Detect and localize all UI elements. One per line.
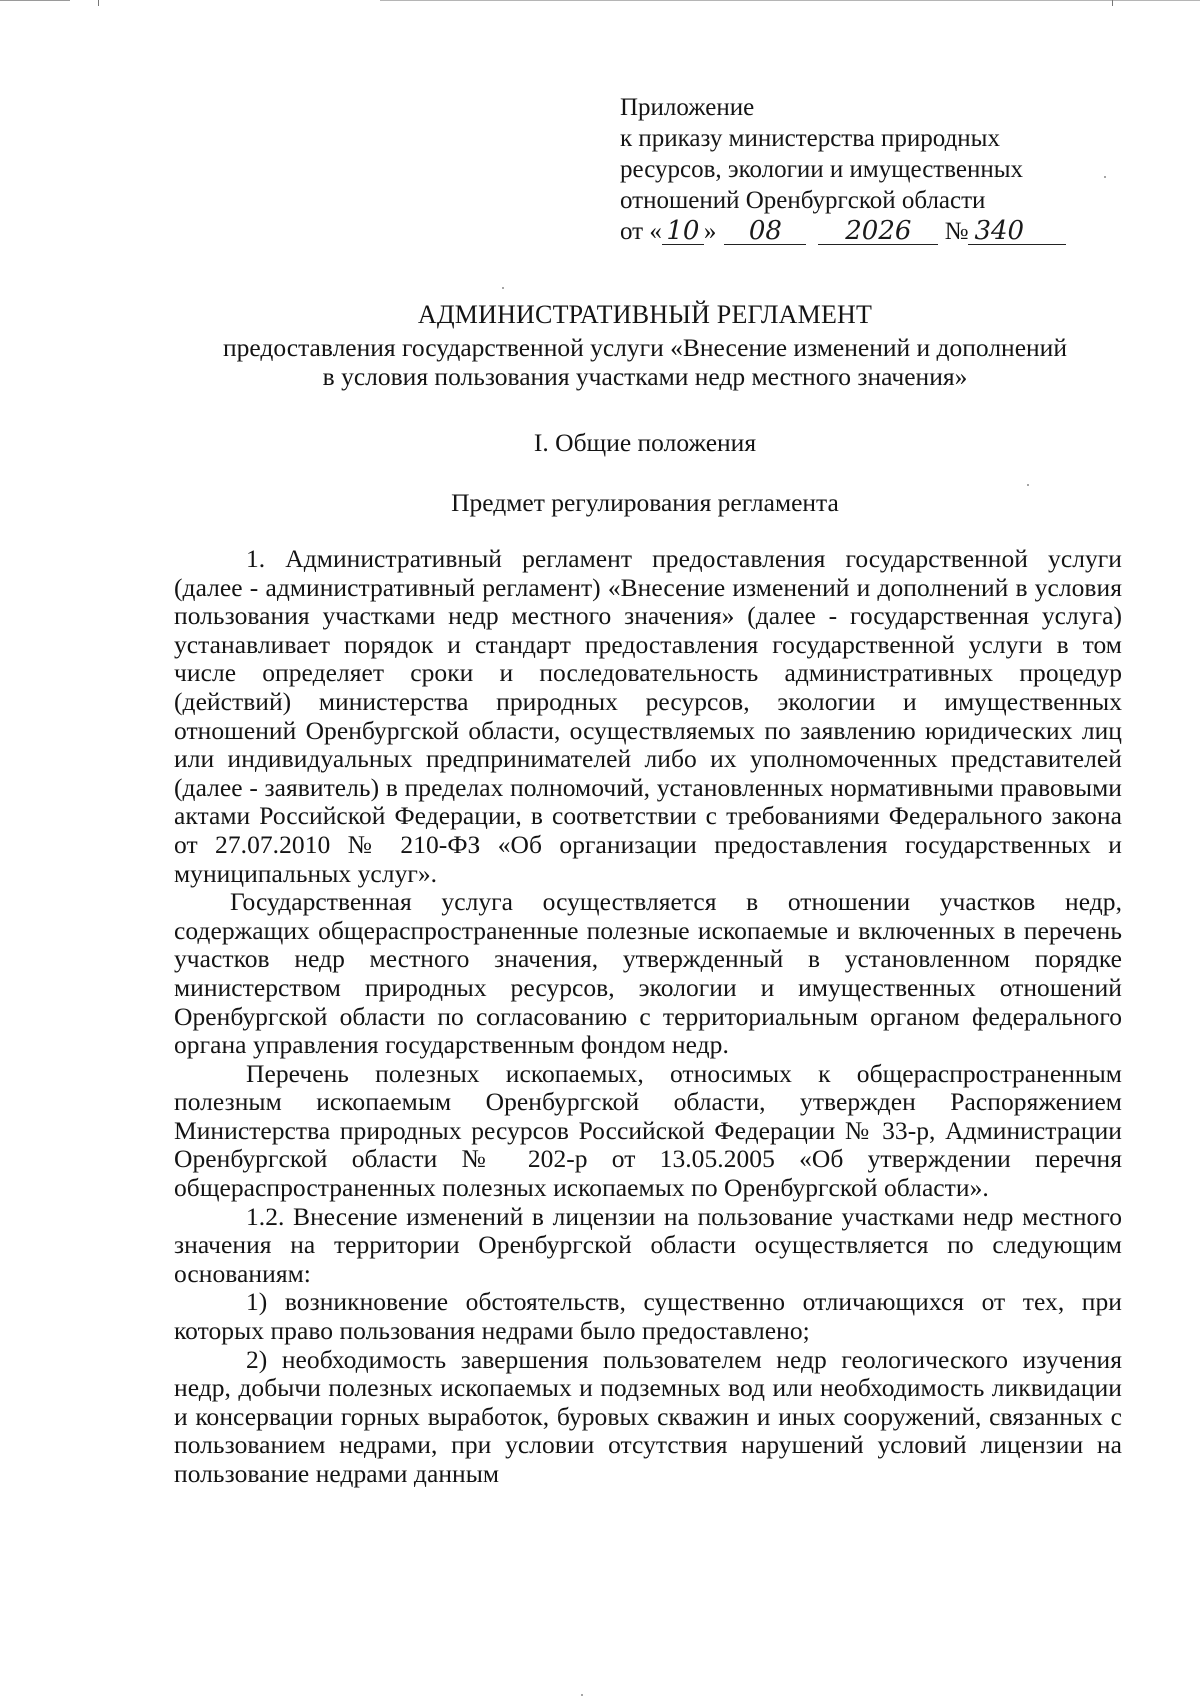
paragraph: 1) возникновение обстоятельств, существенно отличающихся от тех, при которых право пользования недрами было предоставлено;: [174, 1287, 1122, 1346]
handwritten-year: 2026: [818, 219, 938, 245]
section-subheading: Предмет регулирования регламента: [451, 488, 839, 517]
scan-edge-line: [380, 0, 1200, 1]
scan-speck: [1104, 176, 1106, 178]
date-prefix: от «: [620, 218, 662, 245]
appendix-line: отношений Оренбургской области: [620, 187, 986, 214]
title-subtitle-line: предоставления государственной услуги «Внесение изменений и дополнений: [223, 333, 1067, 362]
paragraph: 2) необходимость завершения пользователем недр геологического изучения недр, добычи полезных ископаемых и подземных вод или необходимость ликвидации и консервации горных выработок, буровых скважин и иных сооружений, связанных с пользованием недрами, при условии отсутствия нарушений условий лицензии на пользование недрами данным: [174, 1344, 1122, 1488]
number-label: №: [944, 218, 969, 245]
handwritten-day: 10: [662, 219, 704, 245]
paragraph: Перечень полезных ископаемых, относимых к общераспространенным полезным ископаемым Оренбургской области, утвержден Распоряжением Министерства природных ресурсов Российской Федерации № 33-р, Администрации Оренбургской области № 202-р от 13.05.2005 «Об утверждении перечня общераспространенных полезных ископаемых по Оренбургской области».: [174, 1058, 1122, 1203]
scan-edge-tick: [98, 0, 99, 6]
regulation-title: [170, 300, 1120, 391]
appendix-line: к приказу министерства природных: [620, 125, 1000, 152]
appendix-line: Приложение: [620, 94, 755, 121]
date-quote-close: »: [703, 218, 717, 245]
title-main: АДМИНИСТРАТИВНЫЙ РЕГЛАМЕНТ: [417, 300, 873, 329]
scan-edge-line: [0, 0, 70, 1]
scan-speck: [1027, 484, 1029, 486]
title-subtitle-line: в условия пользования участками недр местного значения»: [322, 362, 968, 391]
paragraph: 1.2. Внесение изменений в лицензии на пользование участками недр местного значения на территории Оренбургской области осуществляется по следующим основаниям:: [174, 1201, 1122, 1288]
handwritten-month: 08: [724, 219, 806, 245]
order-date-line: [620, 216, 1140, 247]
handwritten-order-number: 340: [968, 219, 1066, 245]
section-heading: I. Общие положения: [533, 428, 757, 457]
scan-speck: [502, 287, 504, 289]
paragraph: Государственная услуга осуществляется в отношении участков недр, содержащих общераспространенные полезные ископаемые и включенных в перечень участков недр местного значения, утвержденный в установленном порядке министерством природных ресурсов, экологии и имущественных отношений Оренбургской области по согласованию с территориальным органом федерального органа управления государственным фондом недр.: [174, 887, 1122, 1060]
paragraph: 1. Административный регламент предоставления государственной услуги (далее - административный регламент) «Внесение изменений и дополнений в условия пользования участками недр местного значения» (далее - государственная услуга) устанавливает порядок и стандарт предоставления государственной услуги в том числе определяет сроки и последовательность административных процедур (действий) министерства природных ресурсов, экологии и имущественных отношений Оренбургской области, осуществляемых по заявлению юридических лиц или индивидуальных предпринимателей либо их уполномоченных представителей (далее - заявитель) в пределах полномочий, установленных нормативными правовыми актами Российской Федерации, в соответствии с требованиями Федерального закона от 27.07.2010 № 210-ФЗ «Об организации предоставления государственных и муниципальных услуг».: [174, 544, 1122, 888]
appendix-block: [620, 92, 1140, 247]
scan-edge-tick: [1112, 0, 1113, 6]
scan-speck: [581, 1694, 583, 1696]
appendix-line: ресурсов, экологии и имущественных: [620, 156, 1024, 183]
body-text: [174, 545, 1122, 1489]
